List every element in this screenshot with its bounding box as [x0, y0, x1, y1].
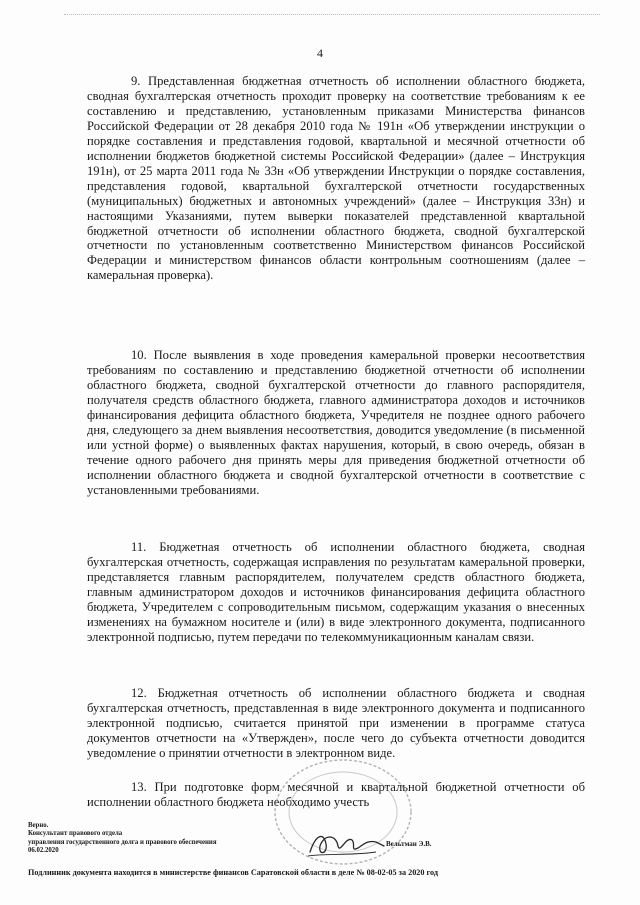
paragraph-12: 12. Бюджетная отчетность об исполнении областного бюджета и сводная бухгалтерская отчетность, представленная в виде электронного документа и подписанного электронной подписью, считается принятой при изменении в программе статуса документов отчетности на «Утвержден», после чего до субъекта отчетности доводится уведомление о принятии отчетности в электронном виде.	[87, 686, 585, 760]
certification-block	[28, 822, 278, 855]
certification-department: управления государственного долга и правового обеспечения	[28, 838, 217, 846]
paragraph-10: 10. После выявления в ходе проведения камеральной проверки несоответствия требованиям по составлению и представлению бюджетной отчетности об исполнении областного бюджета, сводной бухгалтерской отчетности до главного распорядителя, получателя средств областного бюджета, главного администратора доходов и источников финансирования дефицита областного бюджета, Учредителя не позднее одного рабочего дня, следующего за днем выявления несоответствия, доводится уведомление (в письменной или устной форме) о выявленных фактах нарушения, который, в свою очередь, обязан в течение одного рабочего дня принять меры для приведения бюджетной отчетности об исполнении областного бюджета и сводной бухгалтерской отчетности в соответствие с установленными требованиями.	[87, 348, 585, 497]
page-number: 4	[317, 46, 323, 60]
certification-date: 06.02.2020	[28, 846, 59, 854]
handwritten-signature	[306, 826, 386, 862]
scan-edge-line	[64, 14, 600, 15]
certification-verified: Верно.	[28, 822, 49, 829]
paragraph-13: 13. При подготовке форм месячной и квартальной бюджетной отчетности об исполнении областного бюджета необходимо учесть	[87, 780, 585, 809]
certification-position: Консультант правового отдела	[28, 830, 123, 838]
signer-name: Вельтман Э.В.	[386, 840, 432, 848]
paragraph-11: 11. Бюджетная отчетность об исполнении областного бюджета, сводная бухгалтерская отчетность, содержащая исправления по результатам камеральной проверки, представляется главным распорядителем, получателем средств областного бюджета, главным администратором доходов и источников финансирования дефицита областного бюджета, Учредителем с сопроводительным письмом, содержащим указания о внесенных изменениях на бумажном носителе и (или) в виде электронного документа, подписанного электронной подписью, путем передачи по телекоммуникационным каналам связи.	[87, 540, 585, 644]
original-location-note: Подлинник документа находится в министерстве финансов Саратовской области в деле № 08-02-05 за 2020 год	[28, 868, 439, 877]
paragraph-9: 9. Представленная бюджетная отчетность об исполнении областного бюджета, сводная бухгалтерская отчетность проходит проверку на соответствие требованиям к ее составлению и представлению, установленным приказами Министерства финансов Российской Федерации от 28 декабря 2010 года № 191н «Об утверждении инструкции о порядке составления и представления годовой, квартальной и месячной отчетности об исполнении бюджетов бюджетной системы Российской Федерации» (далее – Инструкция 191н), от 25 марта 2011 года № 33н «Об утверждении Инструкции о порядке составления, представления годовой, квартальной бухгалтерской отчетности государственных (муниципальных) бюджетных и автономных учреждений» (далее – Инструкция 33н) и настоящими Указаниями, путем выверки показателей представленной квартальной бюджетной отчетности об исполнении областного бюджета, сводной бухгалтерской отчетности по установленным соответственно Министерством финансов Российской Федерации и министерством финансов области контрольным соотношениям (далее – камеральная проверка).	[87, 74, 585, 283]
